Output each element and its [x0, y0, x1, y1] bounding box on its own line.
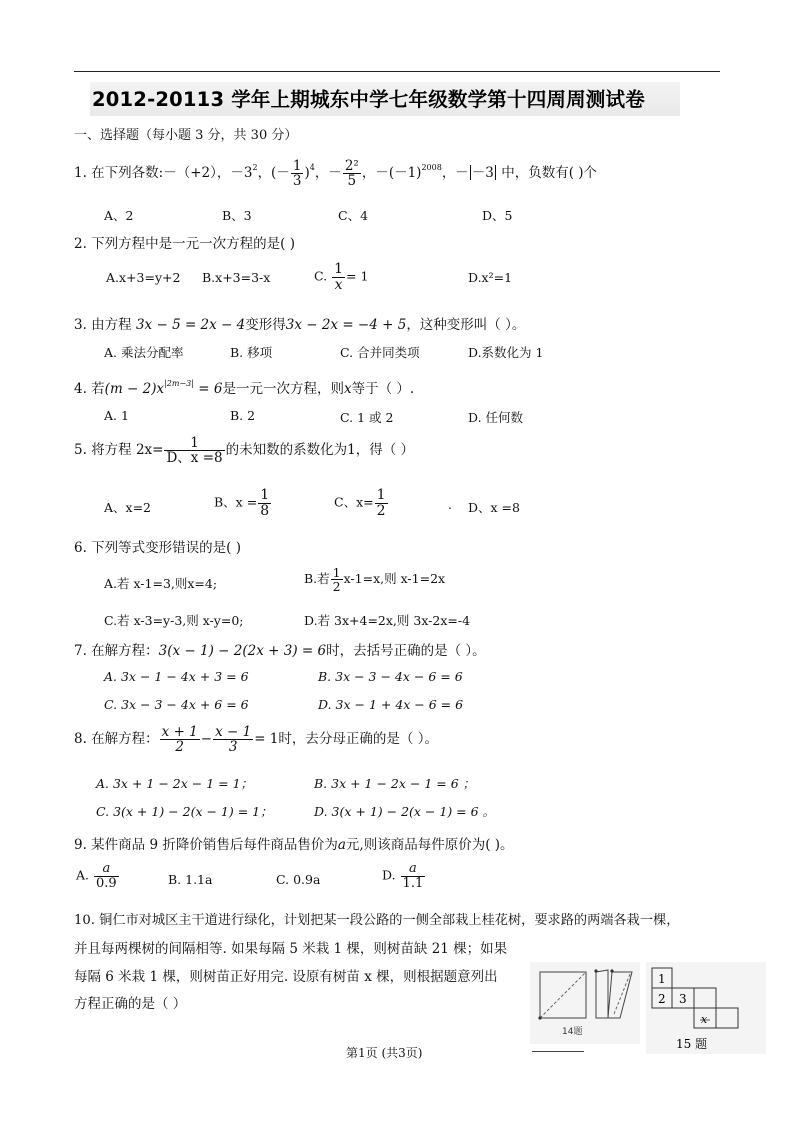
question-2: 2. 下列方程中是一元一次方程的是( ) — [74, 236, 295, 252]
q5-c-num: 1 — [376, 487, 386, 503]
q4-text: 等于（ ）. — [351, 381, 415, 397]
q8-frac2-den: 3 — [228, 739, 238, 756]
q4-equation: (m − 2)x — [104, 381, 165, 397]
figure-14-label: 14题 — [562, 1027, 583, 1037]
q9-option-c: C. 0.9a — [276, 872, 321, 887]
q7-option-a: A. 3x − 1 − 4x + 3 = 6 — [104, 669, 249, 684]
answer-blank-line — [532, 1051, 584, 1052]
q6-option-c: C.若 x-3=y-3,则 x-y=0; — [104, 613, 244, 628]
q2-c-num: 1 — [334, 261, 343, 277]
q8-frac2-num: x − 1 — [215, 724, 252, 740]
q3-equation-1: 3x − 5 = 2x − 4 — [135, 317, 246, 333]
q3-option-c: C. 合并同类项 — [340, 345, 420, 360]
q8-fraction-2 — [213, 725, 253, 754]
q2-c-post: = 1 — [346, 268, 369, 284]
q6-option-d: D.若 3x+4=2x,则 3x-2x=-4 — [304, 613, 471, 628]
q8-equals: = 1 — [254, 731, 279, 748]
abs-bar-left — [470, 165, 471, 180]
q7-equation: 3(x − 1) − 2(2x + 3) = 6 — [158, 643, 327, 659]
q8-fraction-1 — [160, 725, 200, 754]
q6-b-fraction — [331, 566, 343, 593]
question-10-line-2: 并且每两棵树的间隔相等. 如果每隔 5 米栽 1 棵，则树苗缺 21 棵；如果 — [74, 941, 508, 957]
figure-14-point — [538, 1016, 541, 1019]
q4-option-a: A. 1 — [104, 408, 129, 423]
question-5 — [74, 436, 414, 465]
q6-b-num: 1 — [332, 565, 341, 580]
question-10-line-1: 10. 铜仁市对城区主干道进行绿化，计划把某一段公路的一侧全部栽上桂花树，要求路的两端各栽一棵， — [74, 913, 680, 928]
q3-option-b: B. 移项 — [230, 345, 273, 360]
q3-text: 变形得 — [245, 317, 286, 333]
q1-frac1-den: 3 — [292, 173, 302, 190]
q1-option-c: C、4 — [338, 208, 369, 223]
q5-num: 1 — [164, 436, 224, 451]
q2-option-a: A.x+3=y+2 — [106, 270, 181, 285]
q5-c-fraction — [375, 488, 388, 518]
q9-text: 元,则该商品每件原价为( )。 — [345, 837, 514, 853]
q4-variable: x — [343, 381, 352, 397]
q4-option-b: B. 2 — [230, 408, 256, 423]
q6-b-label: B.若 — [304, 571, 330, 587]
q1-fraction-1 — [291, 159, 304, 188]
net-label-2: 2 — [658, 992, 666, 1006]
q8-option-a: A. 3x + 1 − 2x − 1 = 1； — [96, 776, 254, 791]
figure-14-point — [594, 969, 597, 972]
q1-text-pre: 1. 在下列各数:－（+2），－3 — [74, 165, 253, 182]
q8-option-c: C. 3(x + 1) − 2(x − 1) = 1； — [96, 804, 273, 819]
figure-15 — [646, 962, 766, 1054]
q1-frac2-den: 5 — [347, 173, 357, 190]
q4-exponent: |2m−3| — [164, 379, 194, 388]
q3-option-d: D.系数化为 1 — [468, 345, 544, 360]
q3-option-a: A. 乘法分配率 — [104, 345, 184, 360]
q9-a-den: 0.9 — [96, 875, 117, 891]
q9-d-num: a — [401, 862, 426, 877]
net-label-x: x — [701, 1013, 708, 1026]
question-1 — [74, 159, 597, 188]
q4-equation-post: = 6 — [193, 381, 223, 397]
q5-b-num: 1 — [260, 487, 270, 503]
q6-b-text: x-1=x,则 x-1=2x — [343, 571, 446, 587]
q5-den: D、x =8 — [166, 450, 223, 467]
q9-option-d — [382, 862, 426, 890]
page-footer: 第1页 (共3页) — [346, 1046, 423, 1060]
q4-text: 4. 若 — [74, 381, 105, 397]
section-heading: 一、选择题（每小题 3 分，共 30 分） — [74, 128, 298, 143]
q1-option-d: D、5 — [482, 208, 513, 223]
q1-option-b: B、3 — [222, 208, 252, 223]
q9-a-label: A. — [76, 867, 90, 883]
q8-minus: − — [200, 731, 213, 748]
question-3 — [74, 313, 525, 333]
q9-a-fraction — [94, 862, 119, 890]
q1-exp2: 2 — [252, 163, 258, 173]
q1-text: ，－(－1) — [361, 165, 422, 182]
q9-d-label: D. — [382, 867, 396, 883]
question-7 — [74, 639, 486, 659]
q5-option-a: A、x=2 — [104, 500, 152, 515]
q5-text: 的未知数的系数化为1，得（ ） — [225, 442, 415, 459]
figure-14 — [530, 962, 640, 1044]
q1-text: ) — [304, 165, 310, 182]
q4-text: 是一元一次方程，则 — [222, 381, 344, 397]
q9-variable: a — [337, 837, 346, 853]
net-label-1: 1 — [658, 972, 666, 986]
figure-15-label: 15 题 — [676, 1037, 708, 1051]
top-rule — [74, 71, 720, 72]
q9-option-b: B. 1.1a — [168, 872, 213, 887]
q5-option-c — [334, 488, 389, 518]
q8-frac1-num: x + 1 — [161, 724, 198, 740]
q8-frac1-den: 2 — [175, 739, 185, 756]
q1-exp2008: 2008 — [421, 163, 442, 173]
q2-option-b: B.x+3=3-x — [202, 270, 271, 285]
q2-option-d: D.x²=1 — [468, 270, 513, 285]
q9-d-den: 1.1 — [402, 875, 424, 891]
q5-c-den: 2 — [376, 502, 386, 519]
q1-text: ，－ — [441, 165, 469, 182]
q5-b-den: 8 — [260, 502, 270, 519]
q1-fraction-2 — [343, 159, 361, 188]
q3-equation-2: 3x − 2x = −4 + 5 — [285, 317, 407, 333]
abs-bar-right — [495, 165, 496, 180]
q1-frac2-num: 2² — [344, 158, 359, 174]
q5-option-b — [214, 488, 272, 518]
question-10-line-3: 每隔 6 米栽 1 棵，则树苗正好用完. 设原有树苗 x 棵，则根据题意列出 — [74, 969, 498, 985]
q7-text: 7. 在解方程： — [74, 643, 159, 659]
question-10-line-4: 方程正确的是（ ） — [74, 996, 187, 1012]
q1-frac1-num: 1 — [292, 158, 302, 174]
q9-a-num: a — [94, 862, 119, 877]
q5-fraction — [164, 436, 224, 465]
q5-c-label: C、x= — [334, 494, 374, 510]
q5-option-d: D、x =8 — [468, 500, 520, 515]
q7-option-b: B. 3x − 3 − 4x − 6 = 6 — [318, 669, 463, 684]
q2-c-den: x — [334, 276, 343, 293]
question-6: 6. 下列等式变形错误的是( ) — [74, 540, 241, 556]
q1-text: ，(－ — [257, 165, 290, 182]
q2-option-c — [314, 262, 368, 292]
q8-text: 时，去分母正确的是（ ）。 — [278, 731, 438, 748]
q8-option-b: B. 3x + 1 − 2x − 1 = 6 ； — [314, 776, 476, 791]
q4-option-d: D. 任何数 — [468, 410, 524, 425]
q1-exp4: 4 — [309, 163, 315, 173]
net-label-3: 3 — [679, 992, 687, 1006]
q5-b-fraction — [258, 488, 271, 518]
page-title: 2012-20113 学年上期城东中学七年级数学第十四周周测试卷 — [92, 88, 645, 111]
q9-text: 9. 某件商品 9 折降价销售后每件商品售价为 — [74, 837, 338, 853]
q9-option-a — [76, 862, 120, 890]
q3-text: ，这种变形叫（ ）。 — [406, 317, 526, 333]
question-9 — [74, 833, 514, 853]
q7-option-c: C. 3x − 3 − 4x + 6 = 6 — [104, 697, 249, 712]
q1-text-post: 中，负数有( )个 — [496, 165, 598, 182]
q7-text: 时，去括号正确的是（ ）。 — [326, 643, 486, 659]
q8-option-d: D. 3(x + 1) − 2(x − 1) = 6 。 — [314, 804, 496, 819]
q2-c-label: C. — [314, 268, 328, 284]
q1-option-a: A、2 — [104, 208, 134, 223]
q3-text: 3. 由方程 — [74, 317, 136, 333]
figure-14-point — [610, 969, 613, 972]
question-8 — [74, 725, 438, 754]
q1-abs-value: －3 — [471, 165, 494, 182]
q6-option-b — [304, 566, 445, 593]
q1-text: ，－ — [314, 165, 342, 182]
q2-c-fraction — [332, 262, 345, 292]
q5-b-label: B、x = — [214, 494, 258, 510]
q9-d-fraction — [401, 862, 426, 890]
q4-option-c: C. 1 或 2 — [340, 410, 394, 425]
q6-option-a: A.若 x-1=3,则x=4; — [104, 576, 218, 591]
question-4 — [74, 377, 414, 397]
q5-dot: . — [448, 497, 452, 512]
q6-b-den: 2 — [332, 579, 341, 595]
q7-option-d: D. 3x − 1 + 4x − 6 = 6 — [318, 697, 464, 712]
q8-text: 8. 在解方程： — [74, 731, 159, 748]
q5-text: 5. 将方程 2x= — [74, 442, 164, 459]
